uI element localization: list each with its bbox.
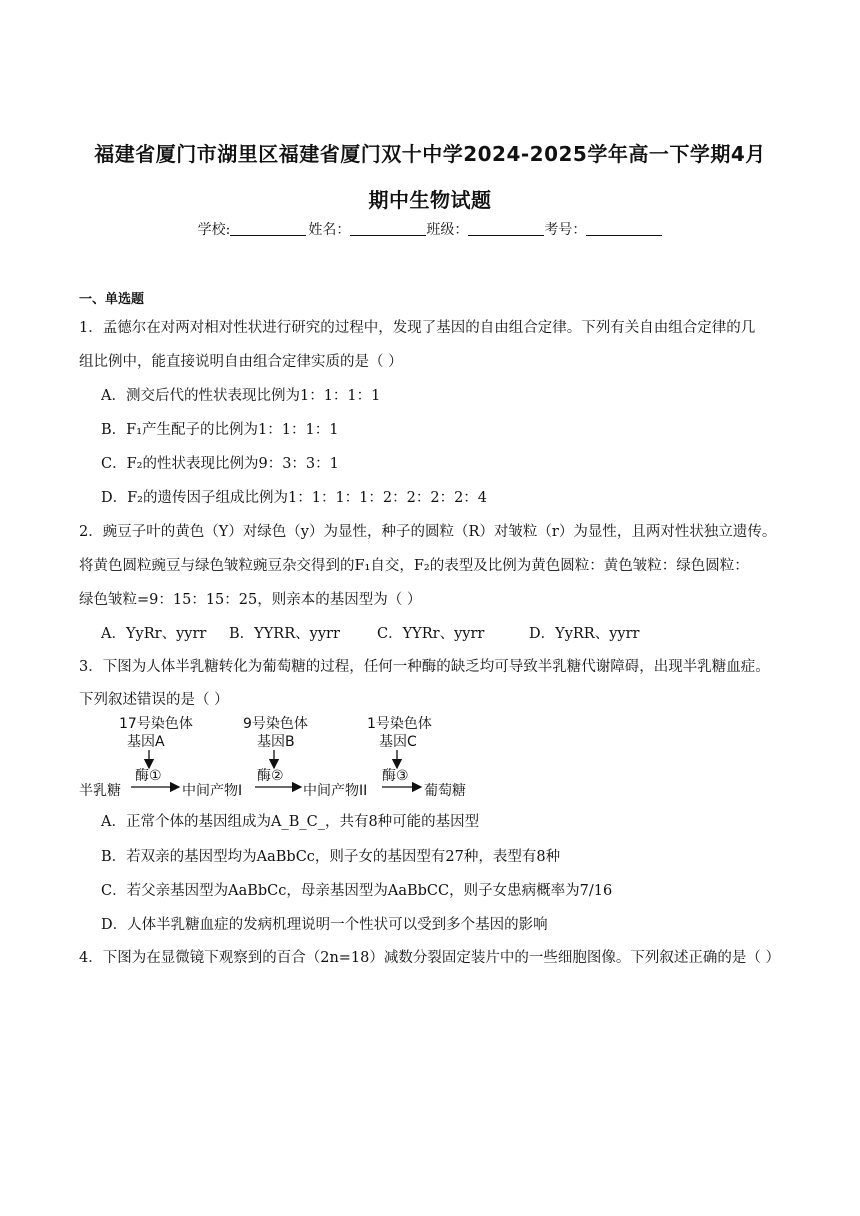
- glucose-label: 葡萄糖: [424, 783, 466, 799]
- q3-stem-line2: 下列叙述错误的是（ ）: [79, 692, 229, 708]
- class-label: 班级：: [426, 222, 469, 238]
- section-title: 一、单选题: [79, 292, 145, 307]
- exam-no-label: 考号：: [544, 222, 587, 238]
- name-blank: [350, 223, 426, 236]
- chromosome-9-label: 9号染色体: [243, 716, 308, 732]
- q1-option-d: D．F₂的遗传因子组成比例为1：1：1：1：2：2：2：2：4: [101, 490, 488, 506]
- intermediate-2-label: 中间产物II: [303, 783, 368, 799]
- name-label: 姓名：: [308, 222, 351, 238]
- intermediate-1-label: 中间产物I: [182, 783, 243, 799]
- school-blank: [230, 223, 306, 236]
- q4-stem-line1: 4．下图为在显微镜下观察到的百合（2n=18）减数分裂固定装片中的一些细胞图像。下列叙述正确的是（ ）: [79, 950, 780, 966]
- q3-option-a: A．正常个体的基因组成为A_B_C_，共有8种可能的基因型: [101, 814, 480, 830]
- enzyme-3-label: 酶③: [382, 768, 409, 784]
- q3-option-d: D．人体半乳糖血症的发病机理说明一个性状可以受到多个基因的影响: [101, 917, 548, 933]
- q3-stem-line1: 3．下图为人体半乳糖转化为葡萄糖的过程，任何一种酶的缺乏均可导致半乳糖代谢障碍，出现半乳糖血症。: [79, 659, 770, 675]
- q1-option-a: A．测交后代的性状表现比例为1：1：1：1: [101, 388, 381, 404]
- q2-stem-line3: 绿色皱粒=9：15：15：25，则亲本的基因型为（ ）: [79, 592, 422, 608]
- q2-stem-line1: 2．豌豆子叶的黄色（Y）对绿色（y）为显性，种子的圆粒（R）对皱粒（r）为显性，且两对性状独立遗传。: [79, 524, 777, 540]
- document-title-line1: 福建省厦门市湖里区福建省厦门双十中学2024-2025学年高一下学期4月: [94, 142, 766, 166]
- q2-option-d: D．YyRR、yyrr: [529, 626, 640, 642]
- chromosome-17-label: 17号染色体: [119, 716, 193, 732]
- document-title-line2: 期中生物试题: [368, 188, 492, 212]
- q2-option-b: B．YYRR、yyrr: [229, 626, 340, 642]
- q2-option-c: C．YYRr、yyrr: [377, 626, 485, 642]
- gene-a-label: 基因A: [127, 734, 165, 750]
- q2-option-a: A．YyRr、yyrr: [101, 626, 207, 642]
- school-label: 学校:: [197, 222, 231, 238]
- q2-options-row: [101, 622, 639, 643]
- exam-no-blank: [586, 223, 662, 236]
- q1-stem-line2: 组比例中，能直接说明自由组合定律实质的是（ ）: [79, 354, 403, 370]
- q1-option-c: C．F₂的性状表现比例为9：3：3：1: [101, 456, 339, 472]
- class-blank: [468, 223, 544, 236]
- galactose-pathway-diagram: [79, 712, 489, 807]
- student-info-row: [0, 219, 860, 239]
- galactose-label: 半乳糖: [79, 783, 121, 799]
- chromosome-1-label: 1号染色体: [367, 716, 432, 732]
- q3-option-c: C．若父亲基因型为AaBbCc，母亲基因型为AaBbCC，则子女患病概率为7/16: [101, 883, 613, 899]
- q3-option-b: B．若双亲的基因型均为AaBbCc，则子女的基因型有27种，表型有8种: [101, 849, 561, 865]
- enzyme-2-label: 酶②: [257, 768, 284, 784]
- gene-c-label: 基因C: [379, 734, 417, 750]
- q2-stem-line2: 将黄色圆粒豌豆与绿色皱粒豌豆杂交得到的F₁自交，F₂的表型及比例为黄色圆粒：黄色皱粒：绿色圆粒：: [79, 558, 749, 574]
- gene-b-label: 基因B: [257, 734, 295, 750]
- q1-stem-line1: 1．孟德尔在对两对相对性状进行研究的过程中，发现了基因的自由组合定律。下列有关自由组合定律的几: [79, 320, 756, 336]
- q1-option-b: B．F₁产生配子的比例为1：1：1：1: [101, 422, 339, 438]
- enzyme-1-label: 酶①: [135, 768, 162, 784]
